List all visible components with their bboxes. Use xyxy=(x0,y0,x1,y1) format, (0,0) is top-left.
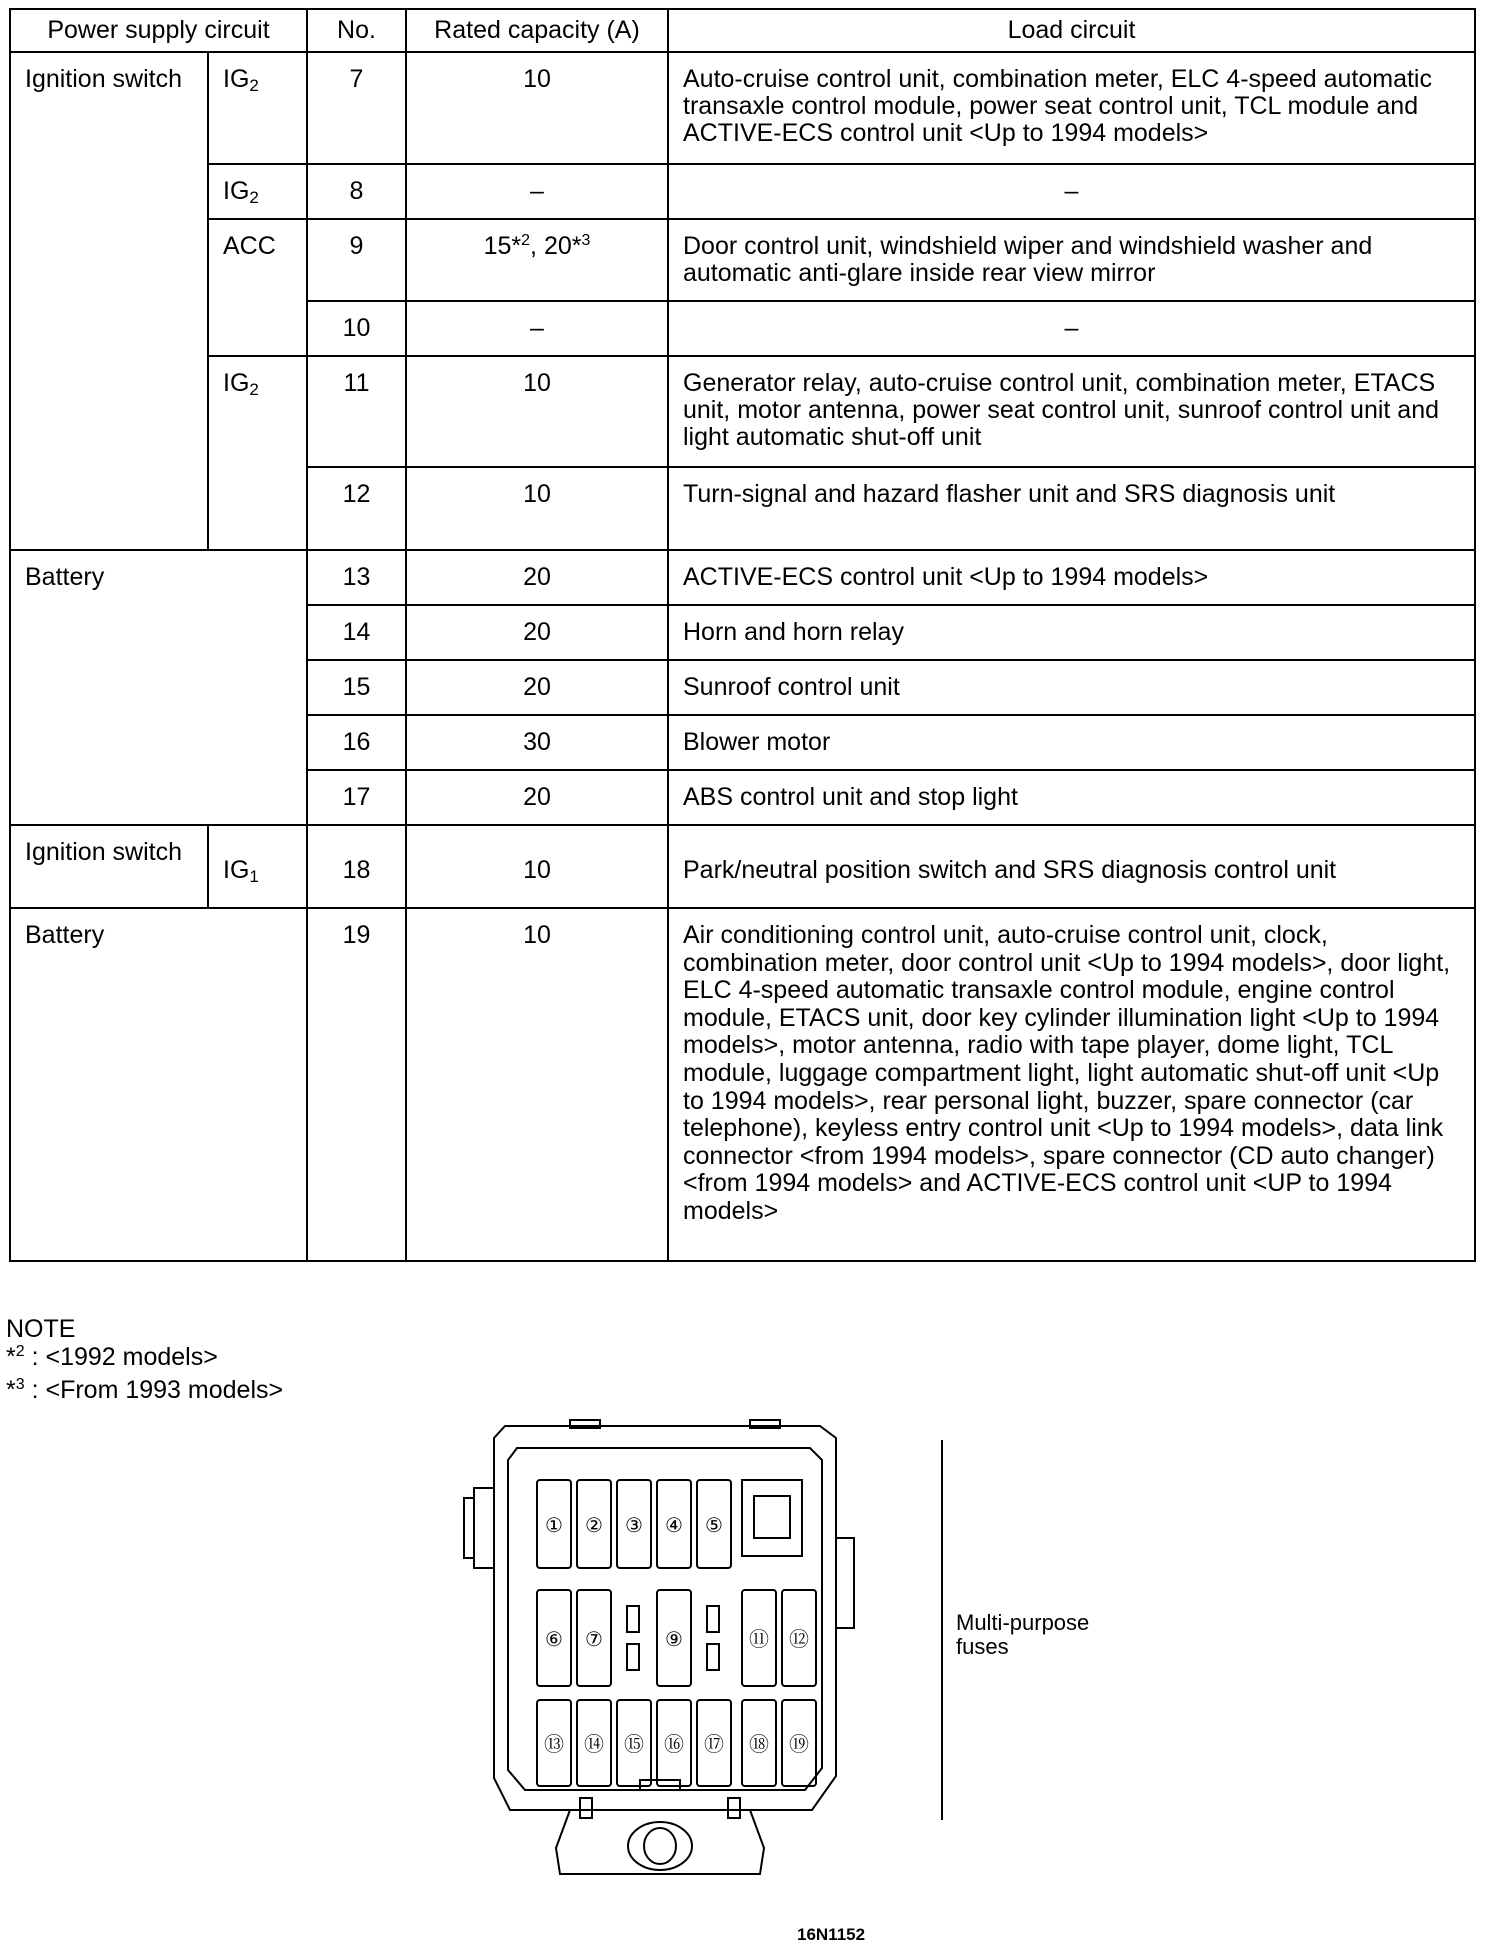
group-ignition-switch: Ignition switch xyxy=(10,52,208,550)
multi-purpose-fuses-label: Multi-purpose fuses xyxy=(956,1610,1090,1659)
fuse-no: 18 xyxy=(307,825,406,908)
fuse-capacity: – xyxy=(406,164,668,219)
fuse-capacity: 10 xyxy=(406,52,668,164)
sub-source-ig2: $IG_2$ xyxy=(208,164,307,219)
fuse-capacity: 15*$^2$, 20*$^3$ xyxy=(406,219,668,301)
load-circuit: Horn and horn relay xyxy=(668,605,1475,660)
load-circuit: Blower motor xyxy=(668,715,1475,770)
fuse-label: ⑪ xyxy=(749,1627,769,1651)
fuse-label: ① xyxy=(545,1513,563,1537)
load-circuit: Air conditioning control unit, auto-cruise control unit, clock, combination meter, door control unit <Up to 1994 models>, door light, ELC 4-speed automatic transaxle control module, engine control module, ETACS unit, door key cylinder illumination light <Up to 1994 models>, motor antenna, radio with tape player, dome light, TCL module, luggage compartment light, light automatic shut-off unit <Up to 1994 models>, rear personal light, buzzer, spare connector (car telephone), keyless entry control unit <Up to 1994 models>, data link connector <from 1994 models>, spare connector (CD auto changer) <from 1994 models> and ACTIVE-ECS control unit <UP to 1994 models> xyxy=(668,908,1475,1261)
note-item: *$^2$ : <1992 models> xyxy=(6,1343,218,1371)
load-circuit: ABS control unit and stop light xyxy=(668,770,1475,825)
load-circuit: ACTIVE-ECS control unit <Up to 1994 models> xyxy=(668,550,1475,605)
fuse-table xyxy=(9,8,1476,1262)
load-circuit: – xyxy=(668,301,1475,356)
fuse-capacity: – xyxy=(406,301,668,356)
fuse-no: 8 xyxy=(307,164,406,219)
fuse-capacity: 10 xyxy=(406,825,668,908)
fuse-no: 15 xyxy=(307,660,406,715)
fuse-label: ② xyxy=(585,1513,603,1537)
load-circuit: Auto-cruise control unit, combination meter, ELC 4-speed automatic transaxle control module, power seat control unit, TCL module and ACTIVE-ECS control unit <Up to 1994 models> xyxy=(668,52,1475,164)
fuse-capacity: 30 xyxy=(406,715,668,770)
sub-source-ig2: $IG_2$ xyxy=(208,356,307,550)
fuse-capacity: 20 xyxy=(406,605,668,660)
fuse-label: ⑨ xyxy=(665,1627,683,1651)
table-row xyxy=(10,164,1475,219)
fuse-no: 7 xyxy=(307,52,406,164)
group-battery: Battery xyxy=(10,550,307,825)
table-row xyxy=(10,908,1475,1261)
fuse-label: ⑯ xyxy=(664,1732,684,1756)
fuse-capacity: 10 xyxy=(406,908,668,1261)
fuse-label: ⑫ xyxy=(789,1627,809,1651)
note-item: *$^3$ : <From 1993 models> xyxy=(6,1376,284,1404)
fuse-no: 9 xyxy=(307,219,406,301)
fuse-no: 12 xyxy=(307,467,406,550)
load-circuit: Park/neutral position switch and SRS diagnosis control unit xyxy=(668,825,1475,908)
load-circuit: Door control unit, windshield wiper and windshield washer and automatic anti-glare inside rear view mirror xyxy=(668,219,1475,301)
table-row xyxy=(10,52,1475,164)
fuse-label: ⑤ xyxy=(705,1513,723,1537)
fuse-no: 17 xyxy=(307,770,406,825)
header-capacity: Rated capacity (A) xyxy=(406,9,668,52)
group-ignition-switch: Ignition switch xyxy=(10,825,208,908)
fuse-label: ⑥ xyxy=(545,1627,563,1651)
fuse-capacity: 10 xyxy=(406,356,668,467)
fuse-label: ⑮ xyxy=(624,1732,644,1756)
load-circuit: Generator relay, auto-cruise control unit, combination meter, ETACS unit, motor antenna, power seat control unit, sunroof control unit and light automatic shut-off unit xyxy=(668,356,1475,467)
sub-source-ig2: $IG_2$ xyxy=(208,52,307,164)
fuse-label: ⑭ xyxy=(584,1732,604,1756)
figure-code: 16N1152 xyxy=(797,1925,866,1944)
group-battery: Battery xyxy=(10,908,307,1261)
fuse-label: ④ xyxy=(665,1513,683,1537)
fuse-capacity: 20 xyxy=(406,770,668,825)
fuse-no: 13 xyxy=(307,550,406,605)
fuse-label: ⑲ xyxy=(789,1732,809,1756)
load-circuit: Turn-signal and hazard flasher unit and SRS diagnosis unit xyxy=(668,467,1475,550)
fuse-capacity: 20 xyxy=(406,660,668,715)
fuse-label: ③ xyxy=(625,1513,643,1537)
table-row xyxy=(10,219,1475,301)
load-circuit: Sunroof control unit xyxy=(668,660,1475,715)
fuse-no: 14 xyxy=(307,605,406,660)
table-row xyxy=(10,550,1475,605)
fuse-no: 16 xyxy=(307,715,406,770)
fuse-box-diagram xyxy=(460,1418,860,1878)
fuse-label: ⑦ xyxy=(585,1627,603,1651)
fuse-no: 11 xyxy=(307,356,406,467)
fuse-label: ⑬ xyxy=(544,1732,564,1756)
header-no: No. xyxy=(307,9,406,52)
fuse-capacity: 20 xyxy=(406,550,668,605)
sub-source-ig1: $IG_1$ xyxy=(208,825,307,908)
load-circuit: – xyxy=(668,164,1475,219)
fuse-label: ⑰ xyxy=(704,1732,724,1756)
table-row xyxy=(10,825,1475,908)
bracket-line xyxy=(939,1440,947,1820)
fuse-label: ⑱ xyxy=(749,1732,769,1756)
fuse-no: 19 xyxy=(307,908,406,1261)
fuse-no: 10 xyxy=(307,301,406,356)
sub-source-acc: ACC xyxy=(208,219,307,356)
table-row xyxy=(10,356,1475,467)
header-row xyxy=(10,9,1475,52)
note-title: NOTE xyxy=(6,1315,76,1343)
header-power-supply: Power supply circuit xyxy=(10,9,307,52)
header-load: Load circuit xyxy=(668,9,1475,52)
fuse-capacity: 10 xyxy=(406,467,668,550)
